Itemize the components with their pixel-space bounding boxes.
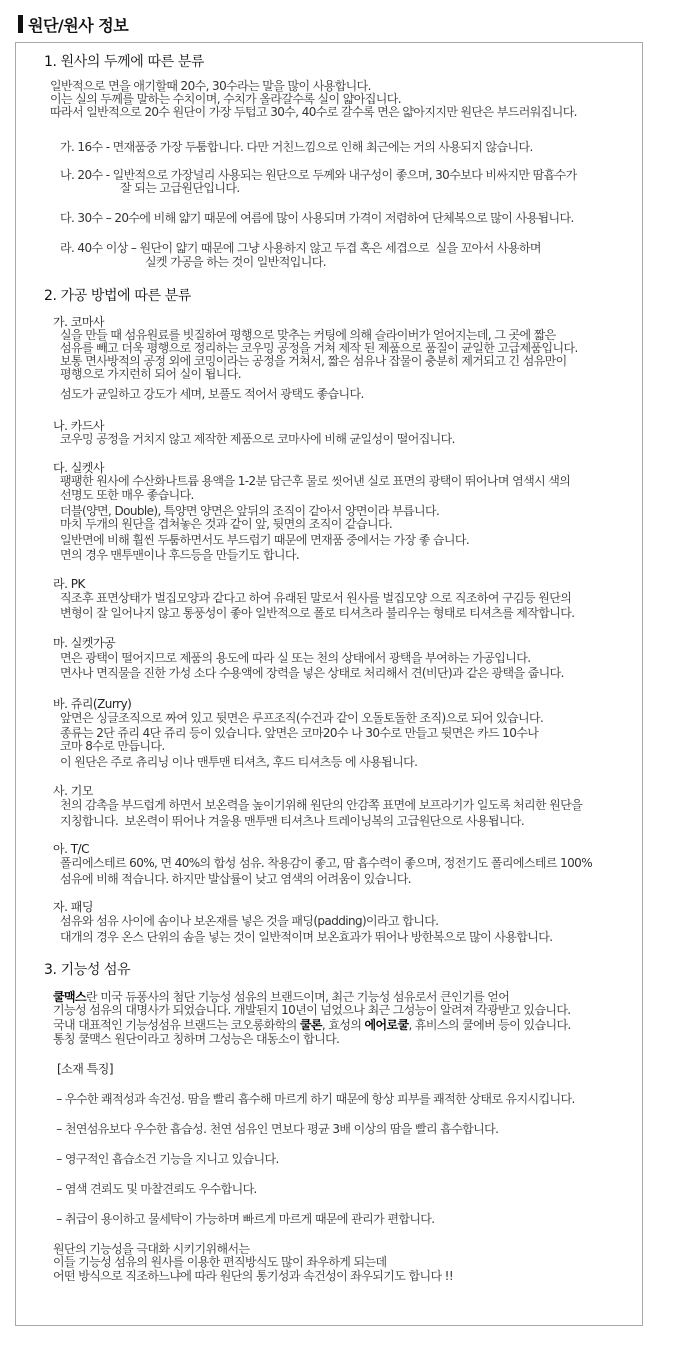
s3-para-line-3c: , 효성의: [321, 1018, 365, 1032]
s1-item-c-text: – 20수에 비해 얇기 때문에 여름에 많이 사용되며 가격이 저렴하여 단체복으로 많이 사용됩니다.: [102, 211, 574, 225]
s2-h-title: 아. T/C: [53, 842, 89, 856]
s2-a-line-2: 섬유를 빼고 더욱 평행으로 정리하는 코우밍 공정을 거쳐 제작 된 제품으로 품질이 균일한 고급제품입니다.: [60, 341, 578, 355]
features-title: [소재 특징]: [57, 1062, 114, 1076]
feature-item-4: – 염색 견뢰도 및 마찰견뢰도 우수합니다.: [53, 1182, 257, 1196]
s2-c-line-3: 더블(양면, Double), 특양면 양면은 앞뒤의 조직이 같아서 양면이라 부릅니다.: [60, 504, 440, 518]
s1-item-d: [60, 242, 541, 255]
s1-item-d-text: – 원단이 얇기 때문에 그냥 사용하지 않고 두겹 혹은 세겹으로 실을 꼬아서 사용하며: [127, 241, 541, 255]
s1-intro-1: 일반적으로 면을 애기할때 20수, 30수라는 말을 많이 사용합니다.: [50, 79, 371, 93]
s2-f-line-3: 코마 8수로 만듭니다.: [60, 739, 165, 753]
s2-f-line-4: 이 원단은 주로 츄리닝 이나 맨투맨 티셔츠, 후드 티셔츠등 에 사용됩니다.: [60, 755, 418, 769]
coolon-brand: 쿨론: [299, 1018, 322, 1032]
s2-g-line-1: 천의 감촉을 부드럽게 하면서 보온력을 높이기위해 원단의 안감쪽 표면에 보프라기가 일도록 처리한 원단을: [60, 798, 583, 812]
feature-item-5: – 취급이 용이하고 물세탁이 가능하며 빠르게 마르게 때문에 관리가 편합니다.: [53, 1212, 435, 1226]
s1-item-c: [60, 212, 574, 225]
s2-a-line-1: 실을 만들 때 섬유원료를 빗질하여 평행으로 맞추는 커팅에 의해 슬라이버가 얻어지는데, 그 곳에 짧은: [60, 328, 556, 342]
s2-h-line-1: 폴리에스테르 60%, 면 40%의 합성 섬유. 착용감이 좋고, 땀 흡수력이 좋으며, 정전기도 폴리에스테르 100%: [60, 856, 593, 870]
s3-para-line-1: [53, 991, 509, 1004]
s3-para-line-4: 통칭 쿨맥스 원단이라고 칭하며 그성능은 대동소이 합니다.: [53, 1032, 340, 1046]
s2-f-line-1: 앞면은 싱글조직으로 짜여 있고 뒷면은 루프조직(수건과 같이 오돌토돌한 조직)으로 되어 있습니다.: [60, 711, 544, 725]
s3-para-line-1-text: 란 미국 듀퐁사의 첨단 기능성 섬유의 브랜드이며, 최근 기능성 섬유로서 큰인기를 얻어: [85, 990, 510, 1004]
s2-e-line-1: 면은 광택이 떨어지므로 제품의 용도에 따라 실 또는 천의 상태에서 광택을 부여하는 가공입니다.: [60, 651, 531, 665]
s2-f-line-2: 종류는 2단 쥬리 4단 쥬리 등이 있습니다. 앞면은 코마20수 나 30수로 만들고 뒷면은 카드 10수나: [60, 726, 539, 740]
s1-item-b-label: 나. 20수: [60, 168, 103, 182]
closing-line-1: 원단의 기능성을 극대화 시키기위해서는: [53, 1242, 250, 1256]
s1-item-d-label: 라. 40수 이상: [60, 241, 128, 255]
s1-item-a: [60, 141, 533, 154]
s2-d-line-1: 직조후 표면상태가 벌집모양과 같다고 하여 유래된 말로서 원사를 벌집모양 으로 직조하여 구김등 원단의: [60, 591, 572, 605]
s2-i-line-2: 대개의 경우 온스 단위의 솜을 넣는 것이 일반적이며 보온효과가 뛰어나 방한복으로 많이 사용합니다.: [60, 930, 553, 944]
coolmax-brand: 쿨맥스: [53, 990, 86, 1004]
title-bar-marker: [18, 15, 23, 33]
s2-i-line-1: 섬유와 섬유 사이에 솜이나 보온재를 넣은 것을 패딩(padding)이라고 합니다.: [60, 914, 439, 928]
closing-line-3: 어떤 방식으로 직조하느냐에 따라 원단의 통기성과 속건성이 좌우되기도 합니다 !!: [53, 1269, 454, 1283]
s3-para-line-3a: 국내 대표적인 기능성섬유 브랜드는 코오롱화학의: [53, 1018, 300, 1032]
s2-h-line-2: 섬유에 비해 적습니다. 하지만 발삽률이 낮고 염색의 어려움이 있습니다.: [60, 872, 411, 886]
s2-c-line-5: 일반면에 비해 훨씬 두툼하면서도 부드럽기 때문에 면재품 중에서는 가장 좋 습니다.: [60, 533, 470, 547]
section-1-heading: 1. 원사의 두께에 따른 분류: [44, 54, 204, 70]
s2-c-title: 다. 실켓사: [53, 461, 104, 475]
section-3-heading: 3. 기능성 섬유: [44, 962, 131, 978]
s1-item-a-text: - 면재품중 가장 두툼합니다. 다만 거친느낌으로 인해 최근에는 거의 사용되지 않습니다.: [102, 140, 533, 154]
closing-line-2: 이들 기능성 섬유의 원사를 이용한 편직방식도 많이 좌우하게 되는데: [53, 1255, 387, 1269]
s1-item-a-label: 가. 16수: [60, 140, 103, 154]
s2-i-title: 자. 패딩: [53, 900, 93, 914]
page-title-text: 원단/원사 정보: [28, 15, 129, 35]
s2-a-line-5: 섬도가 균일하고 강도가 세며, 보풀도 적어서 광택도 좋습니다.: [60, 387, 364, 401]
s2-a-line-3: 보통 면사방적의 공정 외에 코밍이라는 공정을 거쳐서, 짧은 섬유나 잡물이 충분히 제거되고 긴 섬유만이: [60, 354, 567, 368]
s2-g-line-2: 지칭합니다. 보온력이 뛰어나 겨울용 맨투맨 티셔츠나 트레이닝복의 고급원단으로 사용됩니다.: [60, 814, 525, 828]
s2-d-line-2: 변형이 잘 일어나지 않고 통풍성이 좋아 일반적으로 폴로 티셔츠라 불리우는 형태로 티셔츠를 제작합니다.: [60, 606, 575, 620]
s3-para-line-3: [53, 1019, 571, 1032]
feature-item-2: – 천연섬유보다 우수한 흡습성. 천연 섬유인 면보다 평균 3배 이상의 땀을 빨리 흡수합니다.: [53, 1122, 499, 1136]
s3-para-line-3e: , 휴비스의 쿨에버 등이 있습니다.: [408, 1018, 571, 1032]
s1-item-d-text-2: 실켓 가공을 하는 것이 일반적입니다.: [145, 255, 326, 269]
s1-item-b: [60, 169, 577, 182]
s1-item-b-text: - 일반적으로 가장널리 사용되는 원단으로 두께와 내구성이 좋으며, 30수보다 비싸지만 땀흡수가: [102, 168, 577, 182]
aerocool-brand: 에어로쿨: [364, 1018, 409, 1032]
s1-intro-3: 따라서 일반적으로 20수 원단이 가장 두텁고 30수, 40수로 갈수록 면은 얇아지지만 원단은 부드러워집니다.: [50, 105, 577, 119]
s2-a-line-4: 평행으로 가지런히 되어 실이 됩니다.: [60, 367, 241, 381]
feature-item-1: – 우수한 쾌적성과 속건성. 땀을 빨리 흡수해 마르게 하기 때문에 항상 피부를 쾌적한 상태로 유지시킵니다.: [53, 1092, 575, 1106]
s1-item-c-label: 다. 30수: [60, 211, 103, 225]
s2-d-title: 라. PK: [53, 577, 85, 591]
s2-a-title: 가. 코마사: [53, 315, 104, 329]
s2-g-title: 사. 기모: [53, 784, 93, 798]
s2-c-line-4: 마치 두개의 원단을 겹쳐놓은 것과 같이 앞, 뒷면의 조직이 같습니다.: [60, 517, 393, 531]
section-2-heading: 2. 가공 방법에 따른 분류: [44, 288, 191, 304]
s2-f-title: 바. 쥬리(Zurry): [53, 697, 132, 711]
page-title: [18, 13, 128, 35]
s2-c-line-1: 팽팽한 원사에 수산화나트륨 용액을 1-2분 담근후 물로 씻어낸 실로 표면의 광택이 뛰어나며 염색시 색의: [60, 474, 571, 488]
s3-para-line-2: 기능성 섬유의 대명사가 되었습니다. 개발된지 10년이 넘었으나 최근 그성능이 알려져 각광받고 있습니다.: [53, 1003, 571, 1017]
s2-e-title: 마. 실켓가공: [53, 636, 116, 650]
s2-b-title: 나. 카드사: [53, 419, 104, 433]
s1-item-b-text-2: 잘 되는 고급원단입니다.: [120, 181, 240, 195]
s2-c-line-2: 선명도 또한 매우 좋습니다.: [60, 488, 194, 502]
s1-intro-2: 이는 실의 두께를 말하는 수치이며, 수치가 올라갈수록 실이 얇아집니다.: [50, 92, 401, 106]
s2-b-line-1: 코우밍 공정을 거치지 않고 제작한 제품으로 코마사에 비해 균일성이 떨어집니다.: [60, 432, 455, 446]
s2-e-line-2: 면사나 면직물을 진한 가성 소다 수용액에 장력을 넣은 상태로 처리해서 견(비단)과 같은 광택을 줍니다.: [60, 666, 564, 680]
feature-item-3: – 영구적인 흡습소건 기능을 지니고 있습니다.: [53, 1152, 279, 1166]
s2-c-line-6: 면의 경우 맨투맨이나 후드등을 만들기도 합니다.: [60, 548, 300, 562]
